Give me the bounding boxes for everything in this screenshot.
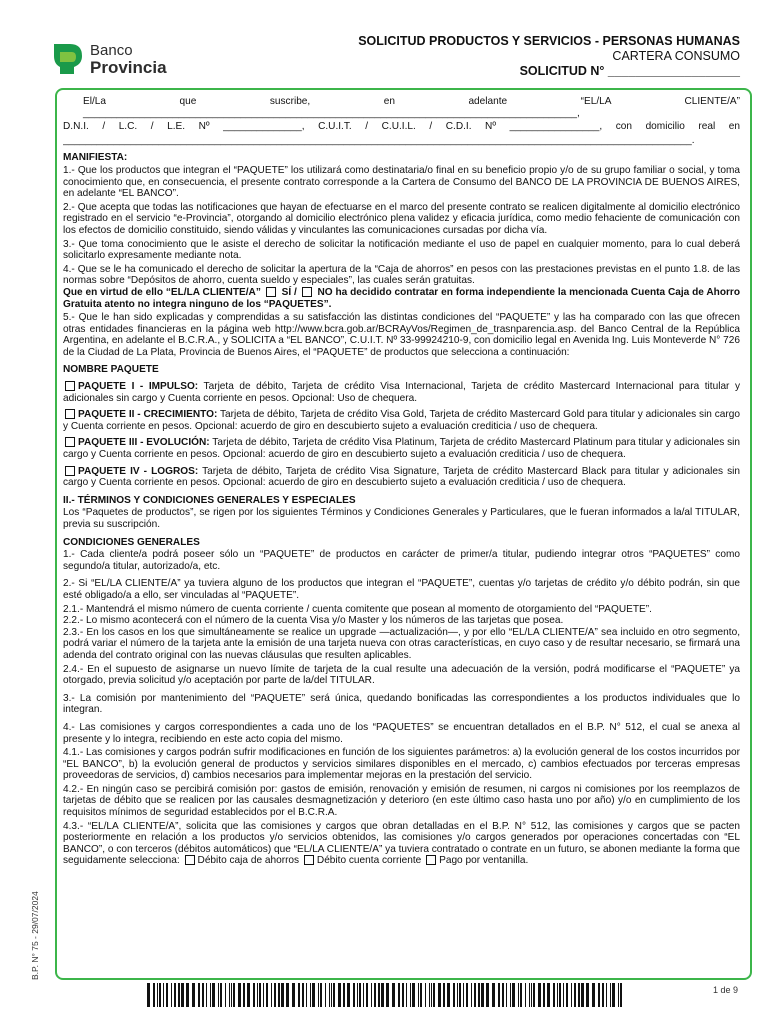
document-header [358,34,740,79]
checkbox-debito-caja-ahorros[interactable] [185,855,195,865]
checkbox-paquete-2[interactable] [65,409,75,419]
bank-logo-icon [50,42,84,76]
bank-name-line2: Provincia [90,58,167,77]
checkbox-pago-ventanilla[interactable] [426,855,436,865]
condicion-4-2: 4.2.- En ningún caso se percibirá comisión por: gastos de emisión, renovación y emisión de resumen, ni cargos ni comisiones por los reemplazos de tarjetas de débito que se realicen por las causales desmagnetización y deterioro (en este último caso hasta uno por año) y/o en cumplimiento de los requisitos mínimos de seguridad establecidos por el B.C.R.A. [63,783,740,819]
bank-logo [50,40,200,80]
option-pago-ventanilla: Pago por ventanilla. [439,855,529,867]
condicion-2-2: 2.2.- Lo mismo acontecerá con el número de la cuenta Visa y/o Master y los números de las tarjetas que posea. [63,615,564,627]
paquete-2 [63,409,740,432]
paquete-1-desc: Tarjeta de débito, Tarjeta de crédito Visa Internacional, Tarjeta de crédito Mastercard Internacional para titular y adicionales sin cargo y Cuenta corriente en pesos. Opcional: Uso de chequera. [63,381,741,404]
paquete-2-desc: Tarjeta de débito, Tarjeta de crédito Visa Gold, Tarjeta de crédito Mastercard Gold para titular y adicionales sin cargo y Cuenta corriente en pesos. Opcional: acuerdo de giro en descubierto sujeto a evaluación crediticia / uso de chequera. [63,409,740,432]
condicion-2-3: 2.3.- En los casos en los que simultáneamente se realice un upgrade —actualización—, y por ello “EL/LA CLIENTE/A” sea incluido en otro segmento, podrá variar el número de la tarjeta ante la emisión de una tarjeta nueva con otras características, en cuyo caso y de resultar necesario, se firmará una adenda del contrato original con las nuevas cláusulas que resulten aplicables. [63,626,740,661]
checkbox-paquete-3[interactable] [65,437,75,447]
condicion-1: 1.- Cada cliente/a podrá poseer sólo un “PAQUETE” de productos en carácter de primer/a titular, pudiendo integrar otros “PAQUETES” como segundo/a titular, autorizado/a, etc. [63,549,740,572]
checkbox-debito-cuenta-corriente[interactable] [304,855,314,865]
bank-name-line1: Banco [90,42,133,59]
form-content [63,96,740,869]
checkbox-no[interactable] [302,287,312,297]
manifiesta-p5: 5.- Que le han sido explicadas y comprendidas a su satisfacción las distintas condiciones del “PAQUETE” y las ha comparado con las que ofrecen otras entidades financieras en la página web http://www.bcra.gob.ar/BCRAyVos/Regimen_de_trasnparencia.asp. del Banco Central de la República Argentina, en adelante el B.C.R.A., y SOLICITA a “EL BANCO”, C.U.I.T. Nº 33-99924210-9, con domicilio legal en Avenida Ing. Luis Monteverde N° 726 de la Ciudad de La Plata, Provincia de Buenos Aires, el “PAQUETE” de productos que selecciona a continuación: [63,312,740,358]
request-number-field[interactable]: SOLICITUD N° ___________________ [519,64,740,78]
paquetes-heading: NOMBRE PAQUETE [63,364,159,376]
terminos-heading: II.- TÉRMINOS Y CONDICIONES GENERALES Y ESPECIALES [63,494,356,506]
intro-line2[interactable]: D.N.I. / L.C. / L.E. Nº ______________, C.U.I.T. / C.U.I.L. / C.D.I. Nº ________________, con domicilio real en [63,121,740,133]
condicion-4-3 [63,821,740,867]
form-code: B.P. N° 75 - 29/07/2024 [30,891,40,980]
document-title: SOLICITUD PRODUCTOS Y SERVICIOS - PERSONAS HUMANAS [358,34,740,48]
intro-line3[interactable]: ________________________________________________________________________________________________________________. [63,134,695,146]
paquete-4-name: PAQUETE IV - LOGROS: [78,465,199,477]
paquete-3-desc: Tarjeta de débito, Tarjeta de crédito Visa Platinum, Tarjeta de crédito Mastercard Platinum para titular y adicionales sin cargo y Cuenta corriente en pesos. Opcional: acuerdo de giro en descubierto sujeto a evaluación crediticia / uso de chequera. [63,437,740,461]
condicion-4-1: 4.1.- Las comisiones y cargos podrán sufrir modificaciones en función de los siguientes parámetros: a) la evolución general de los costos incurridos por “EL BANCO”, b) la evolución general de productos y servicios similares disponibles en el mercado, c) cambios efectuados por terceras empresas proveedoras de servicios, d) cambios necesarios para implementar mejoras en la prestación del servicio. [63,747,740,782]
manifiesta-p3: 3.- Que toma conocimiento que le asiste el derecho de solicitar la notificación mediante el uso de papel en cualquier momento, para lo cual deberá solicitarlo expresamente mediante nota. [63,238,740,262]
paquete-3 [63,437,740,460]
condicion-2: 2.- Si “EL/LA CLIENTE/A” ya tuviera alguno de los productos que integran el “PAQUETE”, cuentas y/o tarjetas de crédito y/o débito podrán, sin que esté obligado/a a ello, ser vinculadas al “PAQUETE”. [63,578,740,601]
condicion-2-1: 2.1.- Mantendrá el mismo número de cuenta corriente / cuenta comitente que posean al momento de otorgamiento del “PAQUETE”. [63,603,652,615]
option-debito-caja-ahorros: Débito caja de ahorros [197,855,300,867]
caja-ahorro-pre: Que en virtud de ello “EL/LA CLIENTE/A” [63,286,261,298]
checkbox-si[interactable] [266,287,276,297]
paquete-4-desc: Tarjeta de débito, Tarjeta de crédito Visa Signature, Tarjeta de crédito Mastercard Black para titular y adicionales sin cargo y Cuenta corriente en pesos. Opcional: acuerdo de giro en descubierto sujeto a evaluación crediticia / uso de chequera. [63,465,740,489]
paquete-2-name: PAQUETE II - CRECIMIENTO: [78,409,218,421]
condicion-2-4: 2.4.- En el supuesto de asignarse un nuevo límite de tarjeta de la cual resulte una adecuación de la versión, podrá modificarse el “PAQUETE” ya otorgado, previa solicitud y/o aceptación por parte de la/del TITULAR. [63,663,740,687]
caja-ahorro-post: NO ha decidido contratar en forma independiente la mencionada Cuenta Caja de Ahorro Gratuita atento no integra ninguno de los “PAQUETES”. [63,286,741,310]
condicion-4: 4.- Las comisiones y cargos correspondientes a cada uno de los “PAQUETES” se encuentran detallados en el B.P. N° 512, el cual se anexa al presente y lo integra, recibiendo en este acto copia del mismo. [63,721,740,745]
terminos-text: Los “Paquetes de productos”, se rigen por los siguientes Términos y Condiciones Generales y Particulares, que le fueran informados a la/al TITULAR, previa su suscripción. [63,507,740,530]
option-debito-cuenta-corriente: Débito cuenta corriente [316,855,422,867]
document-subtitle: CARTERA CONSUMO [612,49,740,63]
manifiesta-p1: 1.- Que los productos que integran el “PAQUETE” los utilizará como destinataria/o final en su beneficio propio y/o de su grupo familiar o social, y toma conocimiento que, en consecuencia, el presente contrato corresponde a la Cartera de Consumo del BANCO DE LA PROVINCIA DE BUENOS AIRES, en adelante “EL BANCO”. [63,164,740,200]
paquete-1-name: PAQUETE I - IMPULSO: [78,381,199,393]
condicion-4-3-text: 4.3.- “EL/LA CLIENTE/A”, solicita que las comisiones y cargos que obran detalladas en el B.P. N° 512, las comisiones y cargos que se pacten posteriormente en relación a los productos y/o servicios obtenidos, las comisiones y/o cargos generados por operaciones concertadas con “EL BANCO”, o con terceros (débitos automáticos) que “EL/LA CLIENTE/A” ya tuviera contratado o contrate en un futuro, se abonen mediante la forma que seguidamente selecciona: [63,820,740,867]
paquete-1 [63,381,740,404]
page-number: 1 de 9 [712,985,738,995]
manifiesta-heading: MANIFIESTA: [63,152,128,164]
paquete-3-name: PAQUETE III - EVOLUCIÓN: [78,437,210,449]
checkbox-paquete-1[interactable] [65,381,75,391]
caja-ahorro-choice [63,287,740,310]
barcode-image [147,983,627,1007]
condicion-3: 3.- La comisión por mantenimiento del “PAQUETE” será única, quedando bonificadas las correspondientes a los productos individuales que lo integran. [63,692,740,716]
paquete-4 [63,466,740,489]
manifiesta-p2: 2.- Que acepta que todas las notificaciones que hayan de efectuarse en el marco del presente contrato se realicen digitalmente al domicilio electrónico registrado en el servicio “e-Provincia”, otorgando al domicilio electrónico plena validez y eficacia jurídica, como medio fehaciente de comunicación con los efectos de domicilio constituido, siendo válidas y vinculantes las comunicaciones cursadas por dicha vía. [63,201,740,236]
caja-ahorro-si: SÍ / [281,286,297,298]
condiciones-heading: CONDICIONES GENERALES [63,536,200,548]
checkbox-paquete-4[interactable] [65,466,75,476]
intro-line1[interactable]: El/La que suscribe, en adelante “EL/LA CLIENTE/A” ________________________________________________________________________________________, [83,96,740,119]
manifiesta-p4: 4.- Que se le ha comunicado el derecho de solicitar la apertura de la “Caja de ahorros” en pesos con las prestaciones previstas en el punto 1.8. de las normas sobre “Depósitos de ahorro, cuenta sueldo y especiales”, las cuales serán gratuitas. [63,263,740,287]
